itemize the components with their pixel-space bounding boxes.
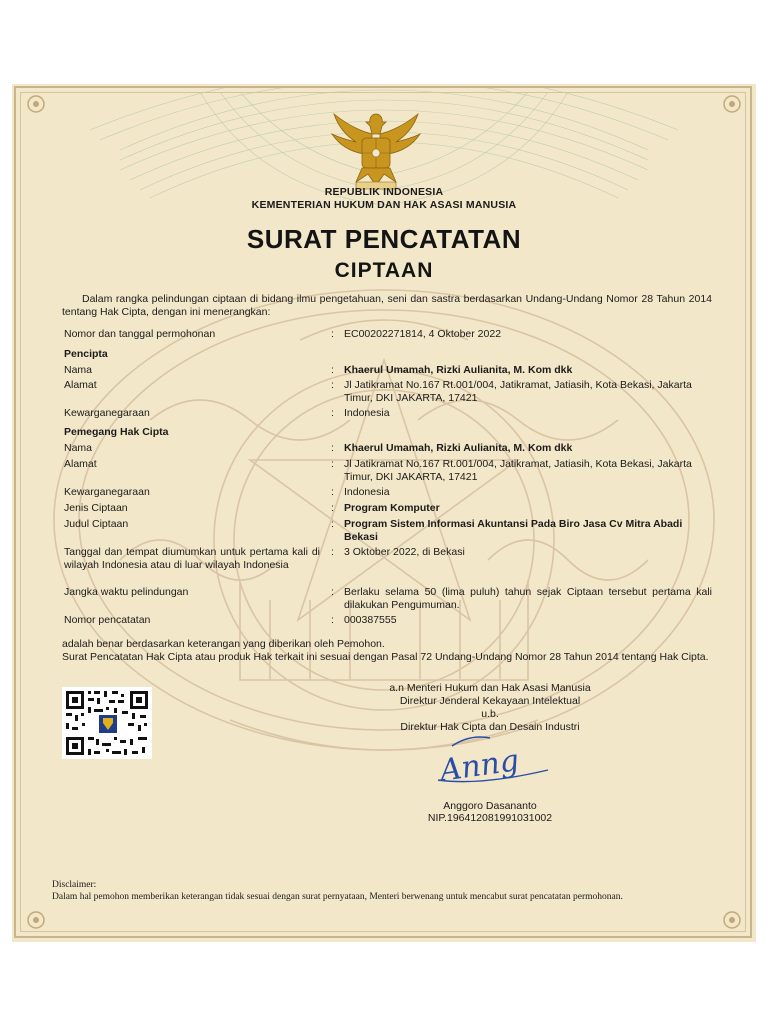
holder-address-value: Jl Jatikramat No.167 Rt.001/004, Jatikramat, Jatiasih, Kota Bekasi, Jakarta Timur, DKI JAKARTA, 17421 bbox=[344, 458, 692, 483]
work-title-label: Judul Ciptaan bbox=[64, 518, 129, 530]
creator-name-label: Nama bbox=[64, 364, 93, 376]
legal-basis-statement: Surat Pencatatan Hak Cipta atau produk Hak terkait ini sesuai dengan Pasal 72 Undang-Undang Nomor 28 Tahun 2014 tentang Hak Cipta. bbox=[62, 651, 709, 663]
corner-ornament-icon bbox=[24, 92, 48, 116]
announced-label: Tanggal dan tempat diumumkan untuk pertama kali di wilayah Indonesia atau di luar wilayah Indonesia bbox=[64, 546, 320, 571]
holder-citizenship-label: Kewarganegaraan bbox=[64, 486, 150, 498]
colon: : bbox=[331, 518, 334, 530]
header-republic: REPUBLIK INDONESIA bbox=[324, 186, 444, 198]
colon: : bbox=[331, 546, 334, 558]
page-subtitle: CIPTAAN bbox=[334, 259, 434, 282]
signature-title-2: Direktur Hak Cipta dan Desain Industri bbox=[400, 721, 580, 733]
colon: : bbox=[331, 379, 334, 391]
colon: : bbox=[331, 442, 334, 454]
garuda-emblem-icon bbox=[326, 108, 426, 192]
creator-citizenship-value: Indonesia bbox=[344, 407, 390, 419]
protection-label: Jangka waktu pelindungan bbox=[64, 586, 189, 598]
colon: : bbox=[331, 328, 334, 340]
holder-name-value: Khaerul Umamah, Rizki Aulianita, M. Kom dkk bbox=[344, 442, 573, 454]
colon: : bbox=[331, 614, 334, 626]
work-type-label: Jenis Ciptaan bbox=[64, 502, 128, 514]
holder-citizenship-value: Indonesia bbox=[344, 486, 390, 498]
signature-title-1: Direktur Jenderal Kekayaan Intelektual bbox=[399, 695, 581, 707]
corner-ornament-icon bbox=[720, 908, 744, 932]
record-number-value: 000387555 bbox=[344, 614, 397, 626]
creator-name-value: Khaerul Umamah, Rizki Aulianita, M. Kom dkk bbox=[344, 364, 573, 376]
creator-citizenship-label: Kewarganegaraan bbox=[64, 407, 150, 419]
signer-nip: NIP.196412081991031002 bbox=[427, 812, 553, 824]
work-type-value: Program Komputer bbox=[344, 502, 440, 514]
qr-code bbox=[62, 687, 152, 759]
colon: : bbox=[331, 502, 334, 514]
handwritten-signature bbox=[430, 728, 560, 792]
header-ministry: KEMENTERIAN HUKUM DAN HAK ASASI MANUSIA bbox=[251, 199, 517, 211]
corner-ornament-icon bbox=[24, 908, 48, 932]
colon: : bbox=[331, 458, 334, 470]
creator-heading: Pencipta bbox=[64, 348, 108, 360]
colon: : bbox=[331, 586, 334, 598]
protection-value: Berlaku selama 50 (lima puluh) tahun sejak Ciptaan tersebut pertama kali dilakukan Pengumuman. bbox=[344, 586, 712, 611]
holder-name-label: Nama bbox=[64, 442, 93, 454]
svg-text:Anng: Anng bbox=[437, 743, 522, 789]
colon: : bbox=[331, 407, 334, 419]
disclaimer-heading: Disclaimer: bbox=[52, 880, 97, 890]
work-title-value: Program Sistem Informasi Akuntansi Pada Biro Jasa Cv Mitra Abadi Bekasi bbox=[344, 518, 683, 543]
signer-name: Anggoro Dasananto bbox=[443, 800, 537, 812]
page-title: SURAT PENCATATAN bbox=[246, 224, 522, 254]
holder-address-label: Alamat bbox=[64, 458, 97, 470]
record-number-label: Nomor pencatatan bbox=[64, 614, 151, 626]
announced-value: 3 Oktober 2022, di Bekasi bbox=[344, 546, 465, 558]
application-value: EC00202271814, 4 Oktober 2022 bbox=[344, 328, 502, 340]
colon: : bbox=[331, 364, 334, 376]
creator-address-label: Alamat bbox=[64, 379, 97, 391]
corner-ornament-icon bbox=[720, 92, 744, 116]
closing-statement: adalah benar berdasarkan keterangan yang diberikan oleh Pemohon. bbox=[62, 638, 385, 650]
signature-ub: u.b. bbox=[481, 708, 499, 720]
disclaimer-text: Dalam hal pemohon memberikan keterangan tidak sesuai dengan surat pernyataan, Menteri berwenang untuk mencabut surat pencatatan permohonan. bbox=[52, 892, 623, 902]
intro-paragraph: Dalam rangka pelindungan ciptaan di bidang ilmu pengetahuan, seni dan sastra berdasarkan Undang-Undang Nomor 28 Tahun 2014 tentang Hak Cipta, dengan ini menerangkan: bbox=[62, 293, 712, 318]
colon: : bbox=[331, 486, 334, 498]
application-label: Nomor dan tanggal permohonan bbox=[64, 328, 216, 340]
creator-address-value: Jl Jatikramat No.167 Rt.001/004, Jatikramat, Jatiasih, Kota Bekasi, Jakarta Timur, DKI JAKARTA, 17421 bbox=[344, 379, 692, 404]
holder-heading: Pemegang Hak Cipta bbox=[64, 426, 169, 438]
signature-on-behalf: a.n Menteri Hukum dan Hak Asasi Manusia bbox=[389, 682, 591, 694]
